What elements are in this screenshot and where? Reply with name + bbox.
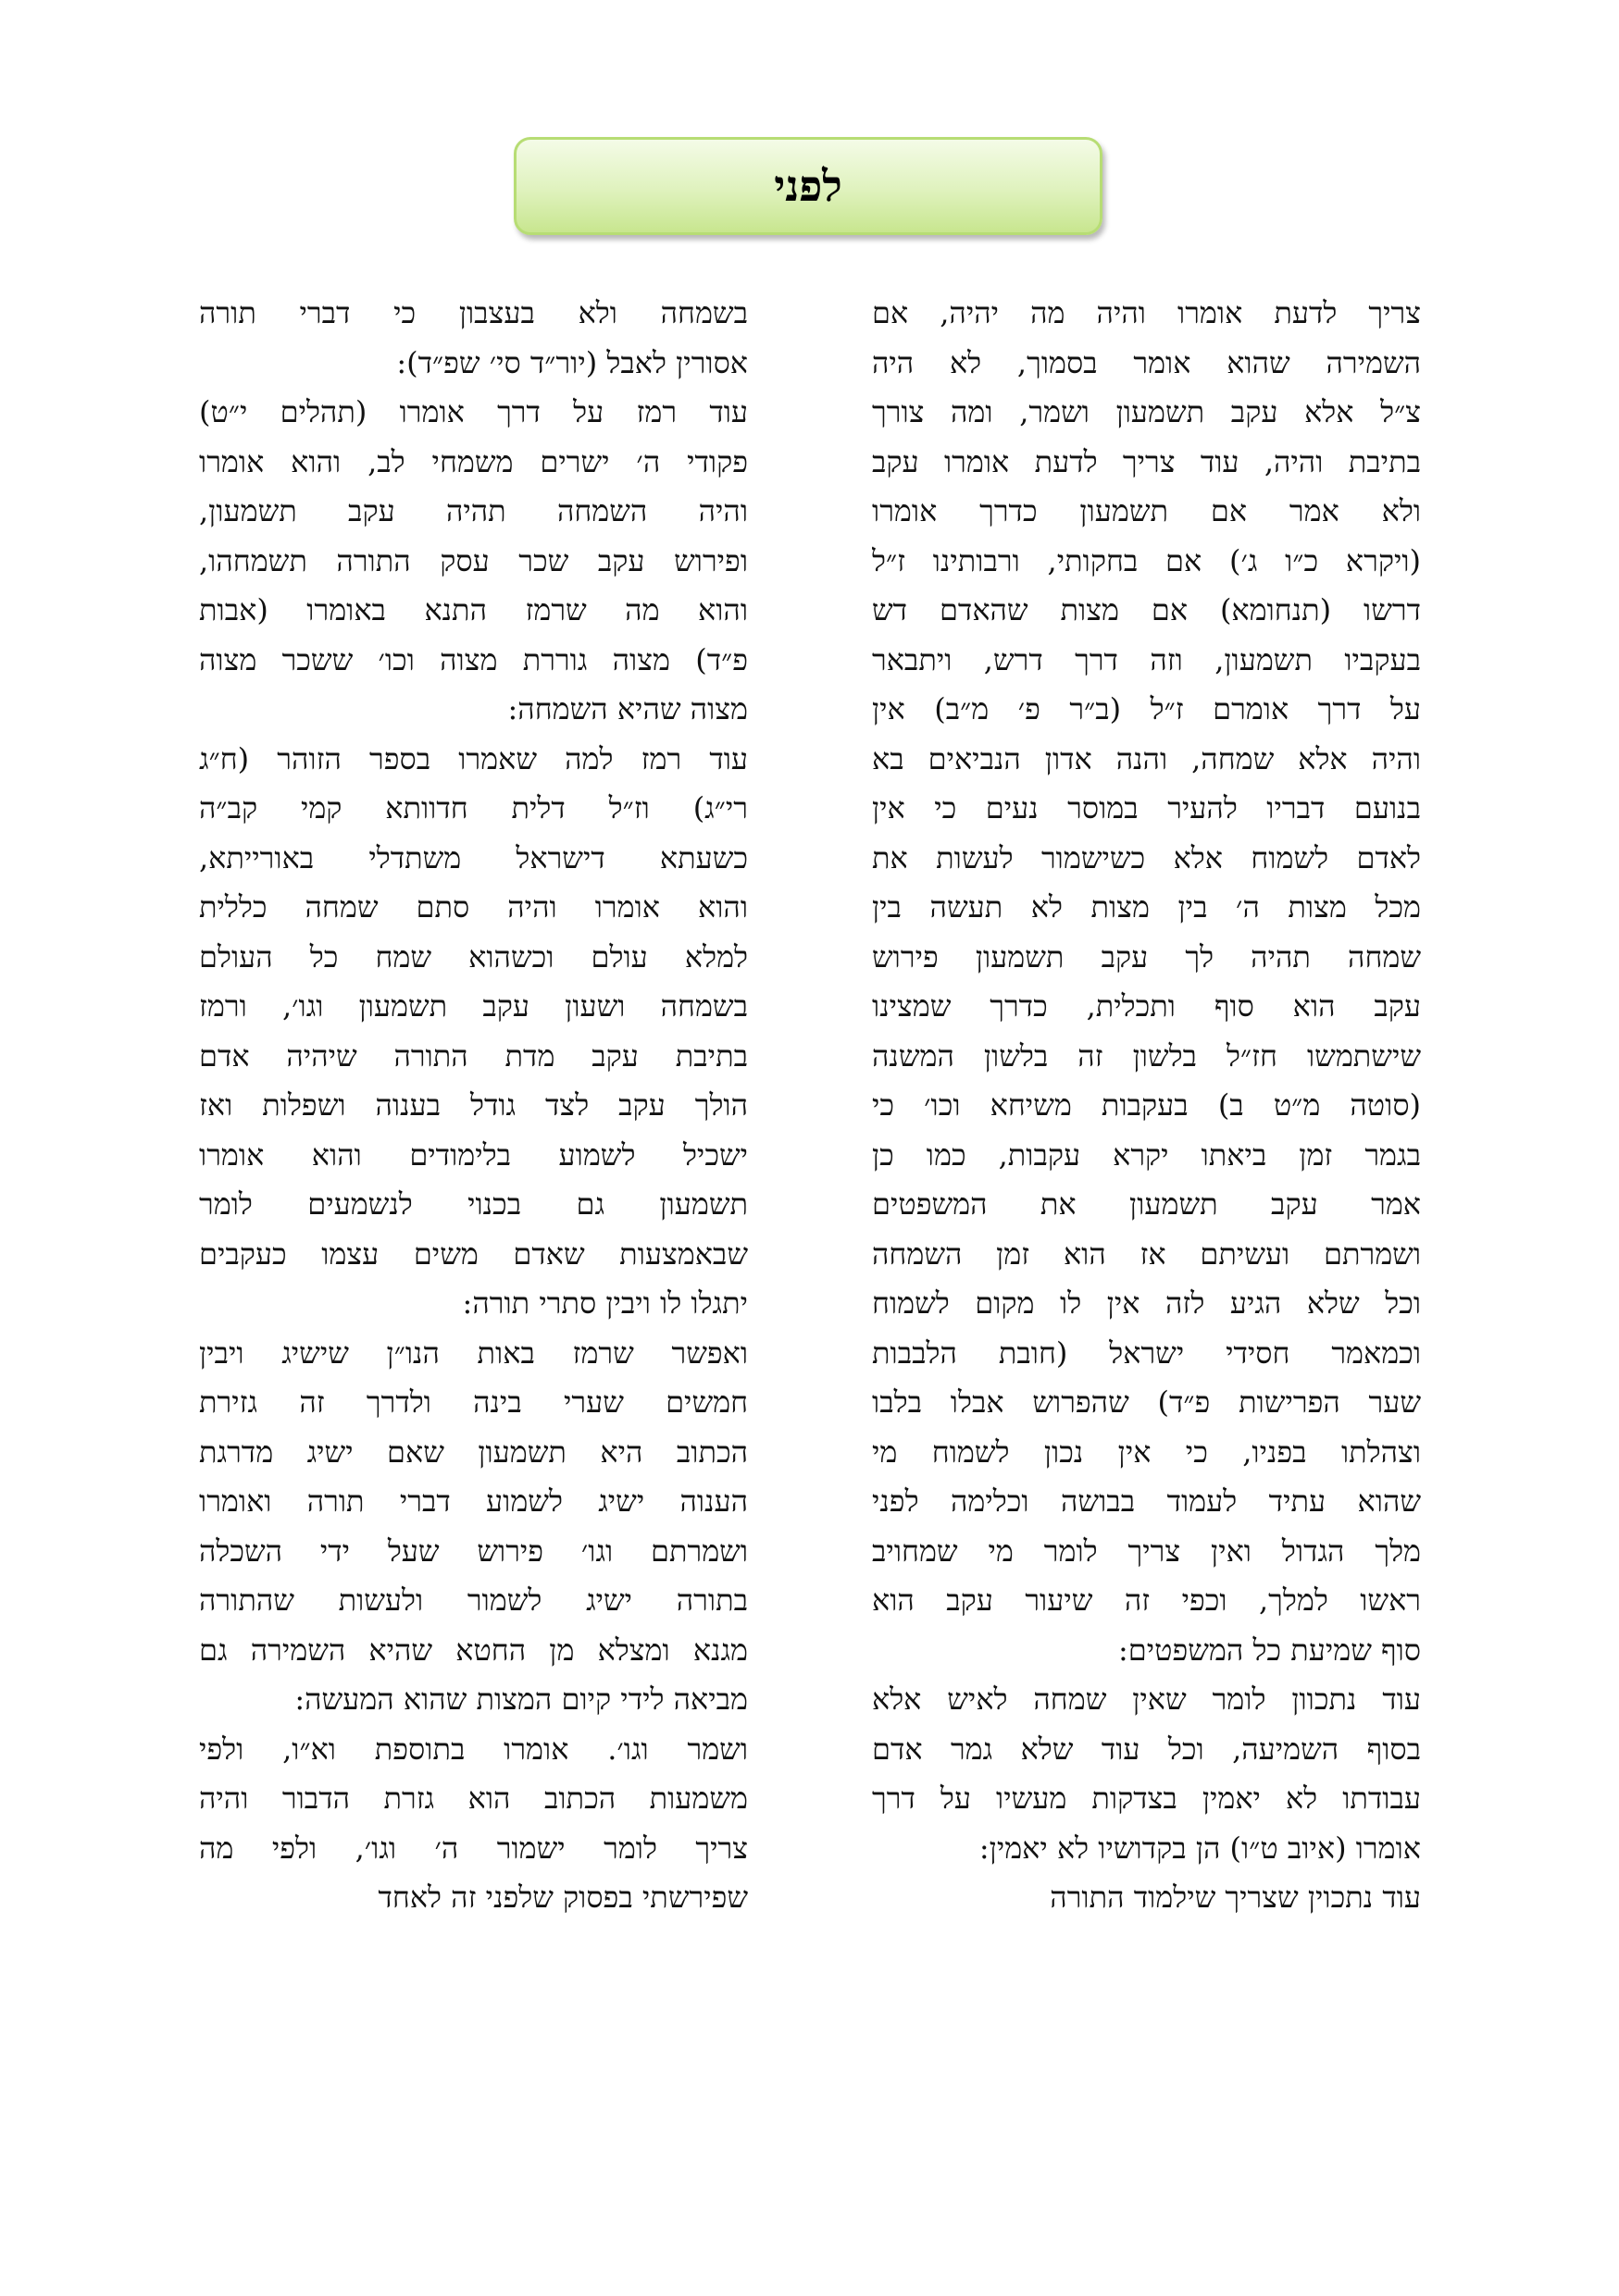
text-line: בעקביו תשמעון, וזה דרך דרש, ויתבאר [872,641,1421,677]
text-line: שפירשתי בפסוק שלפני זה לאחד [378,1880,748,1915]
text-line: והוא אומרו והיה סתם שמחה כללית [199,889,748,925]
text-line: ושמרתם וגו׳ פירוש שעל ידי השכלה [199,1533,748,1569]
text-line: ופירוש עקב שכר עסק התורה תשמחהו, [199,542,748,578]
text-line: צריך לומר ישמור ה׳ וגו׳, ולפי מה [199,1830,748,1866]
text-line: שמחה תהיה לך עקב תשמעון פירוש [872,938,1421,974]
text-line: צריך לדעת אומרו והיה מה יהיה, אם [872,295,1421,330]
text-line: דרשו (תנחומא) אם מצות שהאדם דש [872,592,1421,627]
text-line: (סוטה מ״ט ב) בעקבות משיחא וכו׳ כי [872,1087,1421,1123]
text-line: רי״ג) וז״ל דלית חדוותא קמי קב״ה [199,790,748,825]
text-line: סוף שמיעת כל המשפטים: [1118,1632,1421,1668]
text-line: (ויקרא כ״ו ג׳) אם בחקותי, ורבותינו ז״ל [872,542,1421,578]
text-line: בתיבת והיה, עוד צריך לדעת אומרו עקב [872,443,1421,479]
text-line: אמר עקב תשמעון את המשפטים [872,1186,1421,1222]
text-line: מצוה שהיא השמחה: [507,691,748,726]
text-line: מכל מצות ה׳ בין מצות לא תעשה בין [872,889,1421,925]
page-title: לפני [774,161,842,211]
text-line: וצהלתו בפניו, כי אין נכון לשמוח מי [872,1433,1421,1470]
text-line: מלך הגדול ואין צריך לומר מי שמחויב [872,1533,1421,1569]
text-line: בסוף השמיעה, וכל עוד שלא גמר אדם [872,1731,1421,1767]
text-line: עבודתו לא יאמין בצדקות מעשיו על דרך [872,1781,1421,1816]
text-line: מגנא ומצלא מן החטא שהיא השמירה גם [199,1632,748,1668]
left-text-column [199,289,748,2103]
text-line: פקודי ה׳ ישרים משמחי לב, והוא אומרו [199,443,748,479]
right-text-column [872,289,1421,2103]
text-line: ישכיל לשמוע בלימודים והוא אומרו [199,1136,748,1173]
text-line: וכמאמר חסידי ישראל (חובת הלבבות [872,1334,1421,1371]
text-line: לאדם לשמוח אלא כשישמור לעשות את [872,839,1421,875]
text-line: שישתמשו חז״ל בלשון זה בלשון המשנה [872,1037,1421,1074]
text-line: כשעתא דישראל משתדלי באורייתא, [199,839,748,875]
text-line: למלא עולם וכשהוא שמח כל העולם [199,938,748,974]
text-line: בתיבת עקב מדת התורה שיהיה אדם [199,1037,748,1074]
text-line: בגמר זמן ביאתו יקרא עקבות, כמו כן [872,1136,1421,1173]
text-line: מביאה לידי קיום המצות שהוא המעשה: [294,1682,748,1717]
text-line: ואפשר שרמז באות הנו״ן שישיג ויבין [199,1334,748,1371]
text-line: ושמרתם ועשיתם אז הוא זמן השמחה [872,1235,1421,1272]
text-line: תשמעון גם בכנוי לנשמעים לומר [199,1186,748,1222]
text-line: והוא מה שרמז התנא באומרו (אבות [199,592,748,627]
text-line: הענוה ישיג לשמוע דברי תורה ואומרו [199,1483,748,1519]
text-line: עוד רמז למה שאמרו בספר הזוהר (ח״ג [199,740,748,776]
text-line: שבאמצעות שאדם משים עצמו כעקבים [199,1235,748,1272]
text-line: עקב הוא סוף ותכלית, כדרך שמצינו [872,988,1421,1024]
text-line: בשמחה ולא בעצבון כי דברי תורה [199,295,748,330]
text-line: בנועם דבריו להעיר במוסר נעים כי אין [872,790,1421,825]
text-line: משמעות הכתוב הוא גזרת הדבור והיה [199,1781,748,1816]
text-line: חמשים שערי בינה ולדרך זה גזירת [199,1384,748,1420]
text-line: צ״ל אלא עקב תשמעון ושמר, ומה צורך [872,394,1421,429]
title-box [514,137,1102,235]
text-line: עוד רמז על דרך אומרו (תהלים י״ט) [199,394,748,429]
text-line: הכתוב היא תשמעון שאם ישיג מדרגת [199,1433,748,1470]
text-line: והיה אלא שמחה, והנה אדון הנביאים בא [872,740,1421,776]
text-line: השמירה שהוא אומר בסמוך, לא היה [872,344,1421,380]
text-line: יתגלו לו ויבין סתרי תורה: [462,1285,748,1321]
text-line: עוד נתכוון לומר שאין שמחה לאיש אלא [872,1682,1421,1717]
text-line: שער הפרישות פ״ד) שהפרוש אבלו בלבו [872,1384,1421,1420]
text-line: עוד נתכוין שצריך שילמוד התורה [1050,1880,1421,1915]
text-line: וכל שלא הגיע לזה אין לו מקום לשמוח [872,1285,1421,1321]
text-line: בשמחה ושעון עקב תשמעון וגו׳, ורמז [199,988,748,1024]
text-line: אסורין לאבל (יור״ד סי׳ שפ״ד): [396,344,748,380]
text-line: פ״ד) מצוה גוררת מצוה וכו׳ ששכר מצוה [199,641,748,677]
text-line: אומרו (איוב ט״ו) הן בקדושיו לא יאמין: [978,1830,1421,1866]
text-line: ולא אמר אם תשמעון כדרך אומרו [872,493,1421,528]
text-line: והיה השמחה תהיה עקב תשמעון, [199,493,748,528]
text-line: על דרך אומרם ז״ל (ב״ר פ׳ מ״ב) אין [872,691,1421,726]
text-line: ושמר וגו׳. אומרו בתוספת וא״ו, ולפי [199,1731,748,1767]
text-line: בתורה ישיג לשמור ולעשות שהתורה [199,1582,748,1618]
text-line: הולך עקב לצד גודל בענוה ושפלות ואז [199,1087,748,1123]
text-line: שהוא עתיד לעמוד בבושה וכלימה לפני [872,1483,1421,1519]
text-line: ראשו למלך, וכפי זה שיעור עקב הוא [872,1582,1421,1618]
